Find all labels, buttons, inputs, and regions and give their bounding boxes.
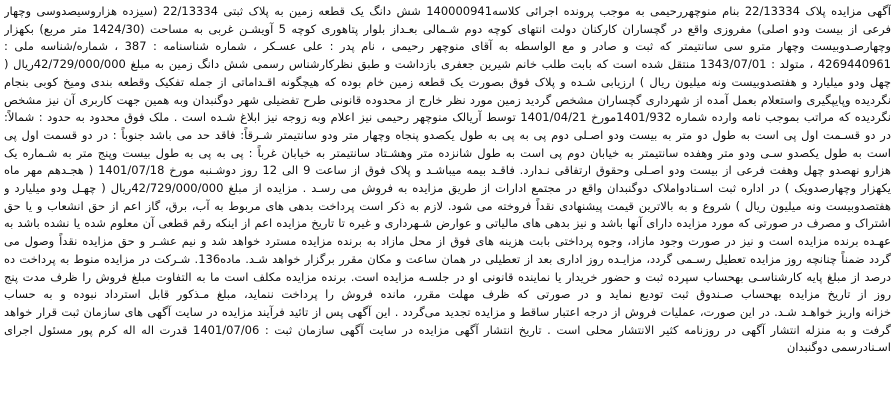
notice-line-9: است به طول یکصدو سـی ودو متر وهفده سانتیمتر به خیابان دوم پی است به طول شانزده متر وهشـتاد سانتیمتر به خیابان غرباً : پی به پی به طول بیست وپنج متر به شـماره یک <box>4 145 891 160</box>
notice-line-18: خزانه واریز خواهـد شـد. در این صورت، عملیات فروش از درجه اعتبار ساقط و مزایده تجدید می‌گردد . این آگهی پس از تائید فرآیند مزایده در سایت آگهی های سازمان ثبت قرار خواهد <box>4 304 891 319</box>
notice-line-8: در دو قسـمت اول پی است به طول دو متر به بیست ودو اصـلی دوم پی به پی به طول یکصدو پنجاه وچهار متر ودو سانتیمتر شـرقاً: فاقد حد می باشد جنوباً : در دو قسمت اول پی <box>4 127 891 142</box>
notice-line-7: نگردیده که مراتب بموجب نامه وارده شماره 1401/932مورخ 1401/04/21 توسط آریالک منوچهر رحیمی نیز اعلام وبه زوجه نیز ابلاغ شـده است . ملک فوق محدود به حدود : شمالاً: <box>4 110 891 125</box>
notice-line-2: فرعی از بیست ودو اصلی) مفروزی واقع در گچساران کارکنان دولت انتهای کوچه دوم شـمالی بعـداز بلوار پتاهوری کوچه 5 آویشـن غربی به مساحت (1424/30 متر مربع) بکهزار <box>4 21 891 36</box>
notice-line-16: درصد از مبلغ پایه کارشناسـی بهحساب سپرده ثبت و حضور خریدار یا نماینده قانونی او در جلسـه مزایده است. برنده مزایده مکلف است ما به التفاوت مبلغ فروش را ظرف مدت پنج <box>4 269 891 284</box>
notice-line-3: وچهارصـدوبیست وچهار مترو سی سانتیمتر که ثبت و صادر و مع الواسطه به آقای منوچهر رحیمی ، نام پدر : علی عسـکر ، شماره شناسنامه : 387 ، شماره/شناسه ملی : <box>4 39 891 54</box>
notice-line-14: عهـده برنده مزایده است و نیز در صورت وجود مازاد، وجوه پرداختی بابت هزینه های فوق از محل مازاد به برنده مزایده مسترد خواهد شد و نیم عشـر و حق مزایده نقداً وصول می <box>4 234 891 249</box>
notice-line-4: 4269440961 ، متولد : 1343/07/01 منتقل شده است که بابت طلب خانم شیرین جعفری بازداشت و طبق نظرکارشناس رسمی شش دانگ زمین به مبلغ 42/729/000/000ریال ( <box>4 57 891 72</box>
notice-line-5: چهل ودو میلیارد و هفتصدوبیست ونه میلیون ریال ) ارزیابی شـده و پلاک فوق بصورت یک قطعه زمین خام بوده که هیچگونه اقـداماتی از جمله تفکیک وقطعه بندی ومیخ کوبی بنجام <box>4 74 891 89</box>
notice-line-10: هزارو نهصدو چهل وهفت فرعی از بیست ودو اصـلی وحقوق ارتفاقی نـدارد. فاقـد بیمه میباشـد و پلاک فوق از ساعت 9 الی 12 روز دوشـنبه مورخ 1401/07/18 ( هجـدهم مهر ماه <box>4 163 891 178</box>
notice-line-17: روز از تاریخ مزایده بهحساب صـندوق ثبت تودیع نماید و در صورتی که ظرف مهلت مقرر، مانده فروش را پرداخت ننماید، مبلغ مـذکور قابل استرداد نبوده و به حساب <box>4 287 891 302</box>
notice-line-13: اشتراک و مصرف در صورتی که مورد مزایده دارای آنها باشد و نیز بدهی های مالیاتی و عوارض شـهرداری و غیره تا تاریخ مزایده اعم از اینکه رقم قطعی آن معلوم شده یا نشده باشد به <box>4 216 891 231</box>
notice-line-19: گرفت و به منزله انتشار آگهی در روزنامه کثیر الانتشار محلی است . تاریخ انتشار آگهی مزایده در سایت آگهی سازمان ثبت : 1401/07/06 قدرت اله اله کرم پور مسئول اجرای <box>4 322 891 337</box>
notice-line-12: هفتصدوبیست ونه میلیون ریال ) شروع و به بالاترین قیمت پیشنهادی نقداً فروخته می شود. لازم به ذکر است پرداخت بدهی های مربوط به آب، برق، گاز اعم از حق انشعاب و یا حق <box>4 198 891 213</box>
notice-line-11: یکهزار وچهارصدویک ) در اداره ثبت اسـنادواملاک دوگنبدان واقع در مجتمع ادارات از طریق مزایده به فروش می رسـد . مزایده از مبلغ 42/729/000/000ریال ( چهـل ودو میلیارد و <box>4 181 891 196</box>
notice-line-1: آگهی مزایده پلاک 22/13334 بنام منوچهررحیمی به موجب پرونده اجرائی کلاسه140000941 شش دانگ یک قطعه زمین به پلاک ثبتی 22/13334 (سیزده هزاروسیصدوسی وچهار <box>4 4 891 18</box>
notice-line-6: نگردیده وپایپگیری واستعلام بعمل آمده از شهرداری گچساران مشخص گردید زمین مورد نظر خارج از محدوده قانونی طرح تفضیلی شهر دوگنبدان وبه همین جهت کاربری آن نیز مشخص <box>4 92 891 107</box>
notice-line-15: گردد ضمناً چنانچه روز مزایده تعطیل رسـمی گردد، مزایـده روز اداری بعد از تعطیلی در همان ساعت و مکان مقرر برگزار خواهد شـد. ماده136. شـرکت در مزایده منوط به پرداخت ده <box>4 251 891 266</box>
notice-line-20: اسـنادرسمی دوگنبدان <box>786 340 891 355</box>
